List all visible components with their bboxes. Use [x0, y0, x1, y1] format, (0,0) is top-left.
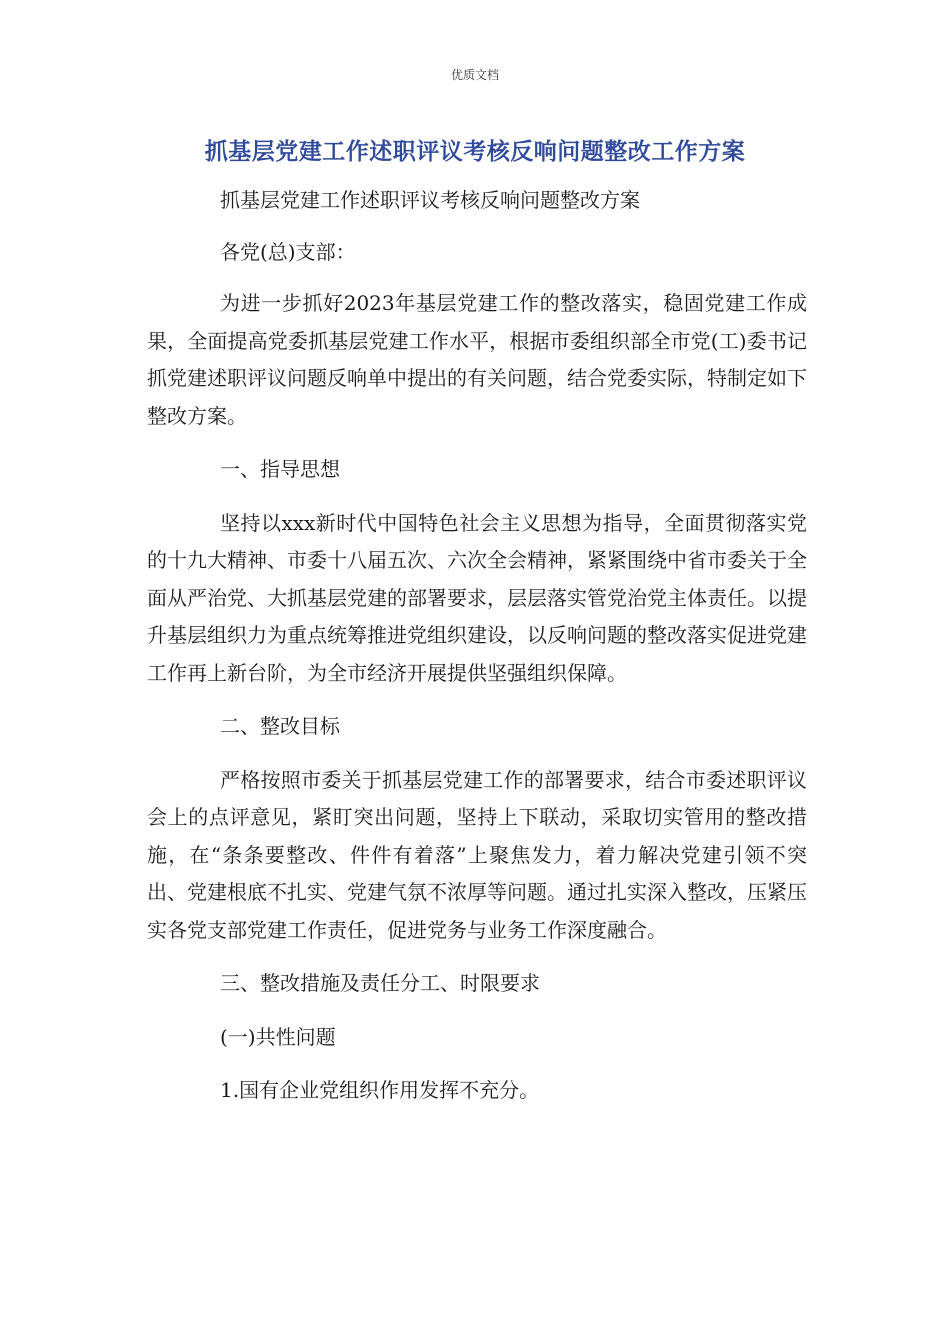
intro-paragraph: 为进一步抓好2023年基层党建工作的整改落实，稳固党建工作成果，全面提高党委抓基层党建工作水平，根据市委组织部全市党(工)委书记抓党建述职评议问题反响单中提出的有关问题，结合党委实际，特制定如下整改方案。 [147, 291, 807, 428]
section-heading-measures: 三、整改措施及责任分工、时限要求 [220, 971, 540, 995]
section-heading-goals: 二、整改目标 [220, 714, 340, 738]
subsection-heading-common-issues: (一)共性问题 [220, 1024, 336, 1049]
document-title: 抓基层党建工作述职评议考核反响问题整改工作方案 [204, 139, 746, 165]
goals-paragraph: 严格按照市委关于抓基层党建工作的部署要求，结合市委述职评议会上的点评意见，紧盯突出问题，坚持上下联动，采取切实管用的整改措施，在“条条要整改、件件有着落”上聚焦发力，着力解决党建引领不突出、党建根底不扎实、党建气氛不浓厚等问题。通过扎实深入整改，压紧压实各党支部党建工作责任，促进党务与业务工作深度融合。 [147, 767, 807, 942]
list-item-1: 1.国有企业党组织作用发挥不充分。 [220, 1078, 540, 1102]
salutation-paragraph: 各党(总)支部： [220, 239, 356, 264]
guiding-thought-paragraph: 坚持以xxx新时代中国特色社会主义思想为指导，全面贯彻落实党的十九大精神、市委十八届五次、六次全会精神，紧紧围绕中省市委关于全面从严治党、大抓基层党建的部署要求，层层落实管党治党主体责任。以提升基层组织力为重点统筹推进党组织建设，以反响问题的整改落实促进党建工作再上新台阶，为全市经济开展提供坚强组织保障。 [147, 510, 807, 685]
section-heading-guiding-thought: 一、指导思想 [220, 457, 340, 481]
page-header-watermark: 优质文档 [450, 68, 499, 82]
document-body [147, 182, 807, 1126]
subtitle-paragraph: 抓基层党建工作述职评议考核反响问题整改方案 [220, 188, 640, 212]
